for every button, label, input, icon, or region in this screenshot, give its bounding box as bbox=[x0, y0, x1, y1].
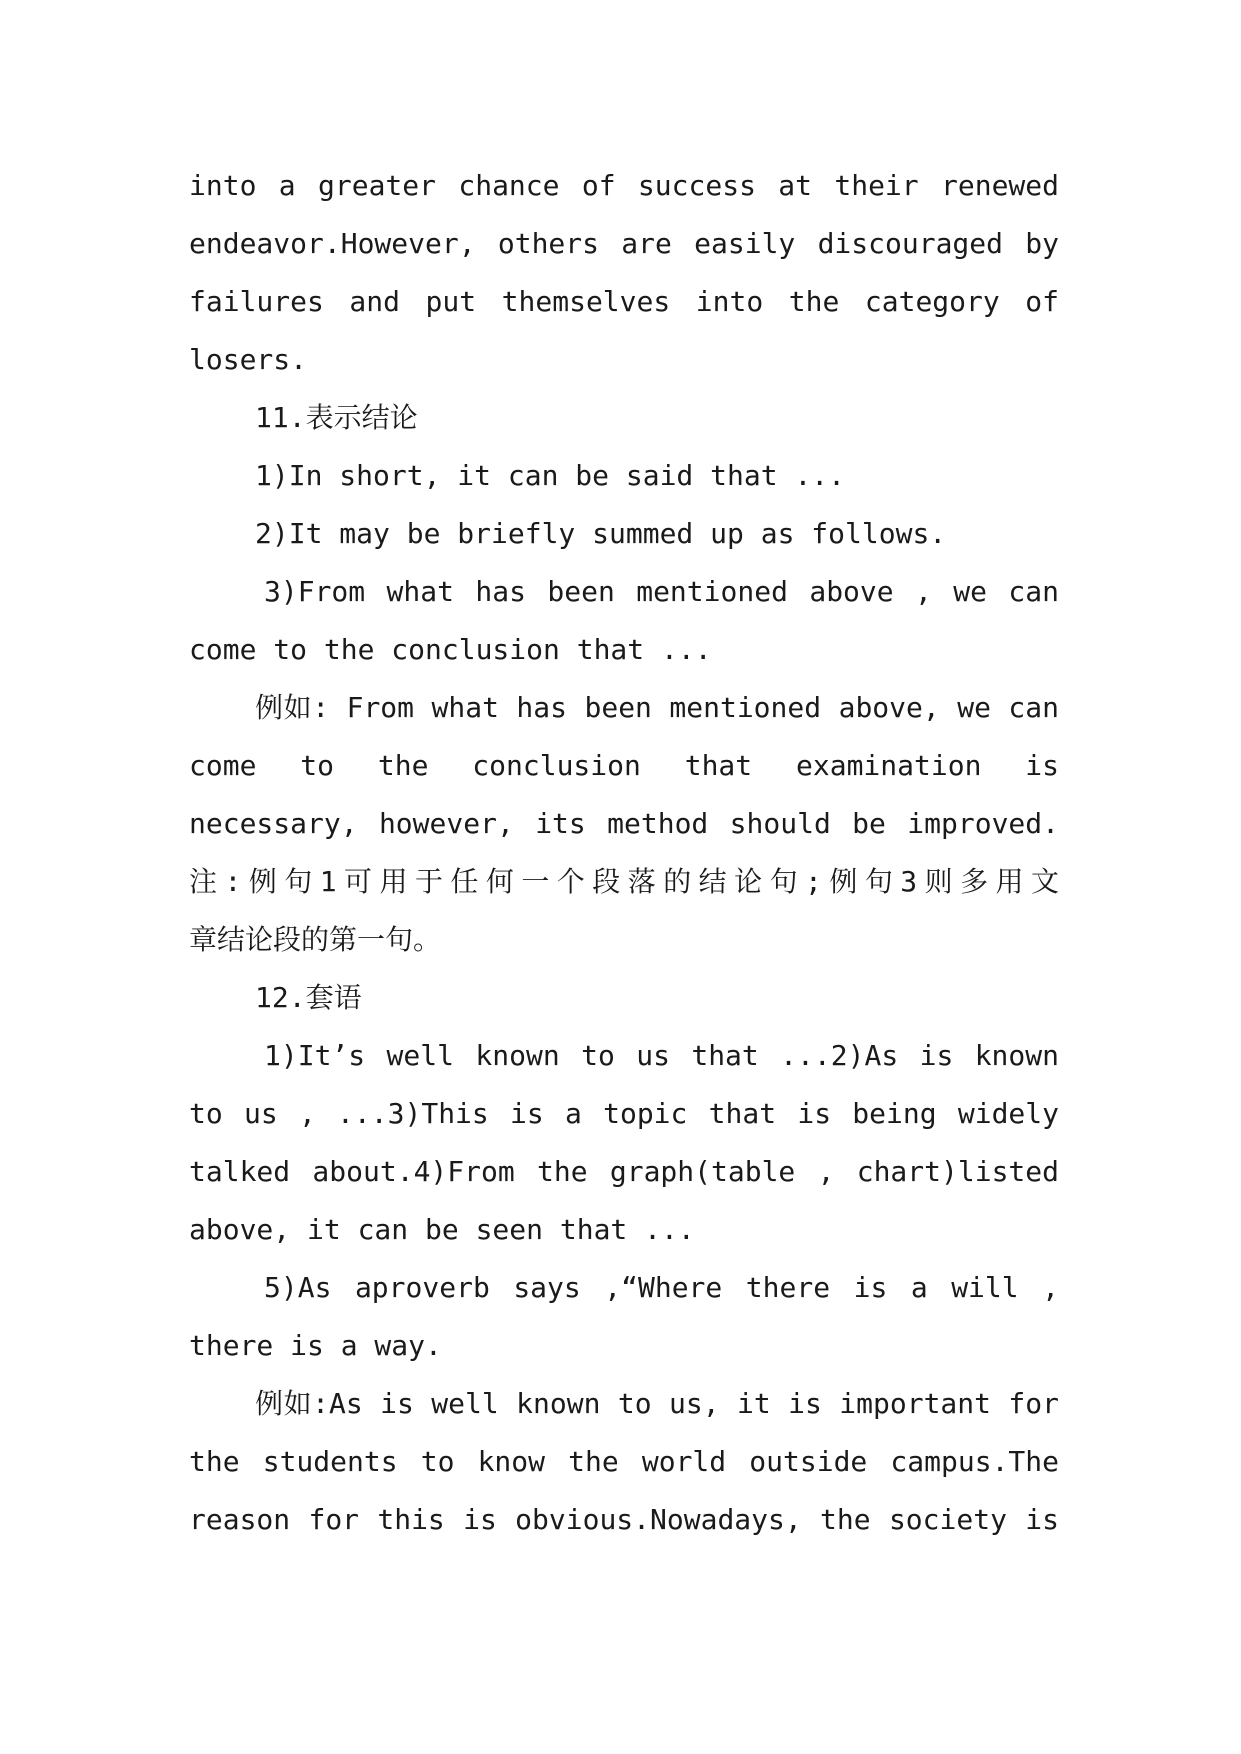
example-line: 例如: From what has been mentioned above, we can bbox=[255, 691, 1059, 724]
text-line: talked about.4)From the graph(table , chart)listed bbox=[189, 1155, 1059, 1188]
text-line: there is a way. bbox=[189, 1329, 442, 1362]
text-line: come to the conclusion that ... bbox=[189, 633, 712, 666]
list-item: 5)As aproverb says ,“Where there is a will , bbox=[264, 1271, 1059, 1304]
text-line: into a greater chance of success at their renewed bbox=[189, 169, 1059, 202]
note-line: 章结论段的第一句。 bbox=[189, 923, 442, 956]
text-line: come to the conclusion that examination is bbox=[189, 749, 1059, 782]
list-item: 2)It may be briefly summed up as follows. bbox=[255, 517, 947, 550]
text-line: to us , ...3)This is a topic that is being widely bbox=[189, 1097, 1059, 1130]
section-heading: 12.套语 bbox=[255, 981, 362, 1014]
note-line: 注:例句1可用于任何一个段落的结论句;例句3则多用文 bbox=[189, 865, 1059, 898]
section-heading: 11.表示结论 bbox=[255, 401, 418, 434]
list-item: 1)It’s well known to us that ...2)As is known bbox=[264, 1039, 1059, 1072]
text-line: above, it can be seen that ... bbox=[189, 1213, 695, 1246]
text-line: losers. bbox=[189, 343, 308, 376]
text-line: necessary, however, its method should be improved. bbox=[189, 807, 1059, 840]
example-line: 例如:As is well known to us, it is important for bbox=[255, 1387, 1059, 1420]
text-line: endeavor.However, others are easily discouraged by bbox=[189, 227, 1059, 260]
text-line: failures and put themselves into the category of bbox=[189, 285, 1059, 318]
list-item: 1)In short, it can be said that ... bbox=[255, 459, 846, 492]
text-line: the students to know the world outside campus.The bbox=[189, 1445, 1059, 1478]
list-item: 3)From what has been mentioned above , we can bbox=[264, 575, 1059, 608]
text-line: reason for this is obvious.Nowadays, the society is bbox=[189, 1503, 1059, 1536]
